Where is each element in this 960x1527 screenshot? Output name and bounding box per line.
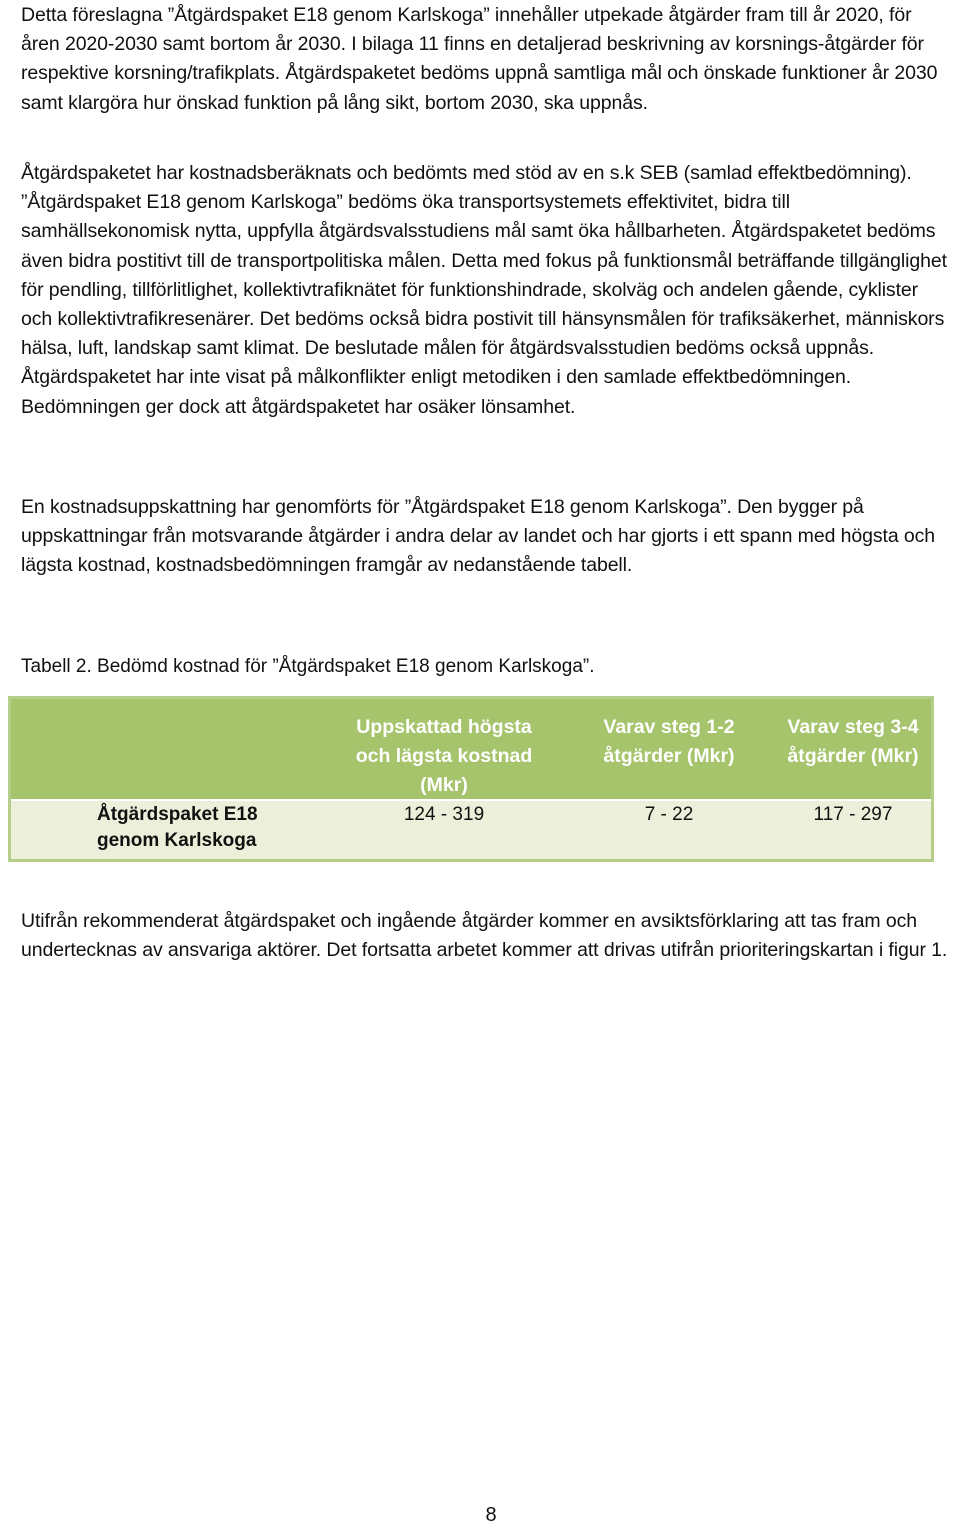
table-cell: 117 - 297 [813,804,893,825]
table-header-row [11,699,931,801]
body-paragraph: Utifrån rekommenderat åtgärdspaket och ingående åtgärder kommer en avsiktsförklaring att tas fram och undertecknas av ansvariga aktörer. Det fortsatta arbetet kommer att drivas utifrån prioriteringskartan i figur 1. [21,910,948,962]
body-paragraph: Åtgärdspaketet har kostnadsberäknats och bedömts med stöd av en s.k SEB (samlad effektbedömning). ”Åtgärdspaket E18 genom Karlskoga” bedöms öka transportsystemets effektivitet, bidra till samhällsekonomisk nytta, uppfylla åtgärdsvalsstudiens mål samt öka hållbarheten. Åtgärdspaketet bedöms även bidra postitivt till de transportpolitiska målen. Detta med fokus på funktionsmål beträffande tillgänglighet för pendling, tillförlitlighet, kollektivtrafiknätet för funktionshindrade, skolväg och andelen gående, cyklister och kollektivtrafikresenärer. Det bedöms också bidra postivit till hänsynsmålen för trafiksäkerhet, människors hälsa, luft, landskap samt klimat. De beslutade målen för åtgärdsvalsstudien bedöms också uppnås. Åtgärdspaketet har inte visat på målkonflikter enligt metodiken i den samlade effektbedömningen. Bedömningen ger dock att åtgärdspaketet har osäker lönsamhet. [21,162,947,418]
body-paragraph: Detta föreslagna ”Åtgärdspaket E18 genom Karlskoga” innehåller utpekade åtgärder fram till år 2020, för åren 2020-2030 samt bortom år 2030. I bilaga 11 finns en detaljerad beskrivning av korsnings-åtgärder för respektive korsning/trafikplats. Åtgärdspaketet bedöms uppnå samtliga mål och önskade funktioner år 2030 samt klargöra hur önskad funktion på lång sikt, bortom 2030, ska uppnås. [21,4,938,114]
table-header-cell: Varav steg 1-2 åtgärder (Mkr) [603,716,735,767]
table-caption: Tabell 2. Bedömd kostnad för ”Åtgärdspaket E18 genom Karlskoga”. [21,656,595,677]
page-number: 8 [485,1504,497,1526]
table-header-cell: Uppskattad högsta och lägsta kostnad (Mkr) [355,716,533,796]
table-header-cell: Varav steg 3-4 åtgärder (Mkr) [787,716,919,767]
table-row-label: Åtgärdspaket E18 genom Karlskoga [97,804,258,851]
table-cell: 124 - 319 [403,804,485,825]
body-paragraph: En kostnadsuppskattning har genomförts för ”Åtgärdspaket E18 genom Karlskoga”. Den bygger på uppskattningar från motsvarande åtgärder i andra delar av landet och har gjorts i ett spann med högsta och lägsta kostnad, kostnadsbedömningen framgår av nedanstående tabell. [21,496,936,577]
table-cell: 7 - 22 [644,804,694,825]
cost-table [8,696,934,862]
